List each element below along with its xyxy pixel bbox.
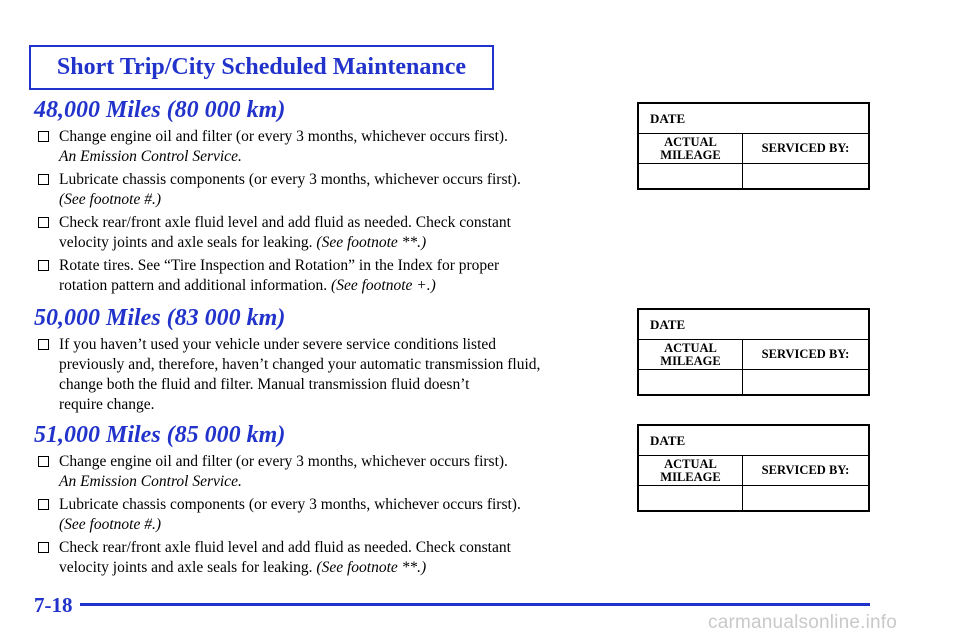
- section-51000: [34, 421, 624, 581]
- date-row[interactable]: DATE: [639, 104, 868, 134]
- checkbox[interactable]: [38, 131, 49, 142]
- checkbox[interactable]: [38, 456, 49, 467]
- list-item: Check rear/front axle fluid level and add fluid as needed. Check constant velocity joints and axle seals for leaking. (See footnote **.): [34, 538, 624, 578]
- section-title: 48,000 Miles (80 000 km): [34, 97, 286, 123]
- mileage-cell[interactable]: [639, 370, 743, 394]
- serviced-by-cell[interactable]: [743, 370, 868, 394]
- checkbox[interactable]: [38, 217, 49, 228]
- header-box: [29, 45, 494, 90]
- list-item: Change engine oil and filter (or every 3 months, whichever occurs first). An Emission Control Service.: [34, 452, 624, 492]
- checkbox[interactable]: [38, 499, 49, 510]
- list-item: If you haven’t used your vehicle under severe service conditions listed previously and, therefore, haven’t changed your automatic transmission fluid, change both the fluid and filter. Manual transmission fluid doesn’t require change.: [34, 335, 624, 415]
- mileage-cell[interactable]: [639, 486, 743, 510]
- serviced-by-cell[interactable]: [743, 164, 868, 188]
- mileage-header: ACTUAL MILEAGE: [639, 456, 743, 485]
- section-48000: [34, 96, 624, 299]
- checkbox[interactable]: [38, 339, 49, 350]
- mileage-cell[interactable]: [639, 164, 743, 188]
- watermark: carmanualsonline.info: [708, 612, 898, 633]
- list-item: Lubricate chassis components (or every 3 months, whichever occurs first). (See footnote #.): [34, 170, 624, 210]
- date-row[interactable]: DATE: [639, 310, 868, 340]
- section-50000: [34, 304, 624, 418]
- mileage-header: ACTUAL MILEAGE: [639, 340, 743, 369]
- list-item: Change engine oil and filter (or every 3 months, whichever occurs first). An Emission Control Service.: [34, 127, 624, 167]
- service-record-table: [637, 308, 870, 396]
- page-header-title: Short Trip/City Scheduled Maintenance: [56, 54, 467, 80]
- section-title: 50,000 Miles (83 000 km): [34, 305, 286, 331]
- checkbox[interactable]: [38, 260, 49, 271]
- page-number: 7-18: [34, 593, 73, 617]
- list-item: Check rear/front axle fluid level and add fluid as needed. Check constant velocity joints and axle seals for leaking. (See footnote **.): [34, 213, 624, 253]
- checkbox[interactable]: [38, 542, 49, 553]
- date-row[interactable]: DATE: [639, 426, 868, 456]
- section-title: 51,000 Miles (85 000 km): [34, 422, 286, 448]
- service-record-table: [637, 102, 870, 190]
- serviced-by-header: SERVICED BY:: [761, 347, 850, 361]
- service-record-table: [637, 424, 870, 512]
- list-item: Lubricate chassis components (or every 3 months, whichever occurs first). (See footnote #.): [34, 495, 624, 535]
- serviced-by-header: SERVICED BY:: [761, 141, 850, 155]
- mileage-header: ACTUAL MILEAGE: [639, 134, 743, 163]
- serviced-by-header: SERVICED BY:: [761, 463, 850, 477]
- serviced-by-cell[interactable]: [743, 486, 868, 510]
- list-item: Rotate tires. See “Tire Inspection and Rotation” in the Index for proper rotation pattern and additional information. (See footnote +.): [34, 256, 624, 296]
- checkbox[interactable]: [38, 174, 49, 185]
- footer-rule: [80, 603, 870, 606]
